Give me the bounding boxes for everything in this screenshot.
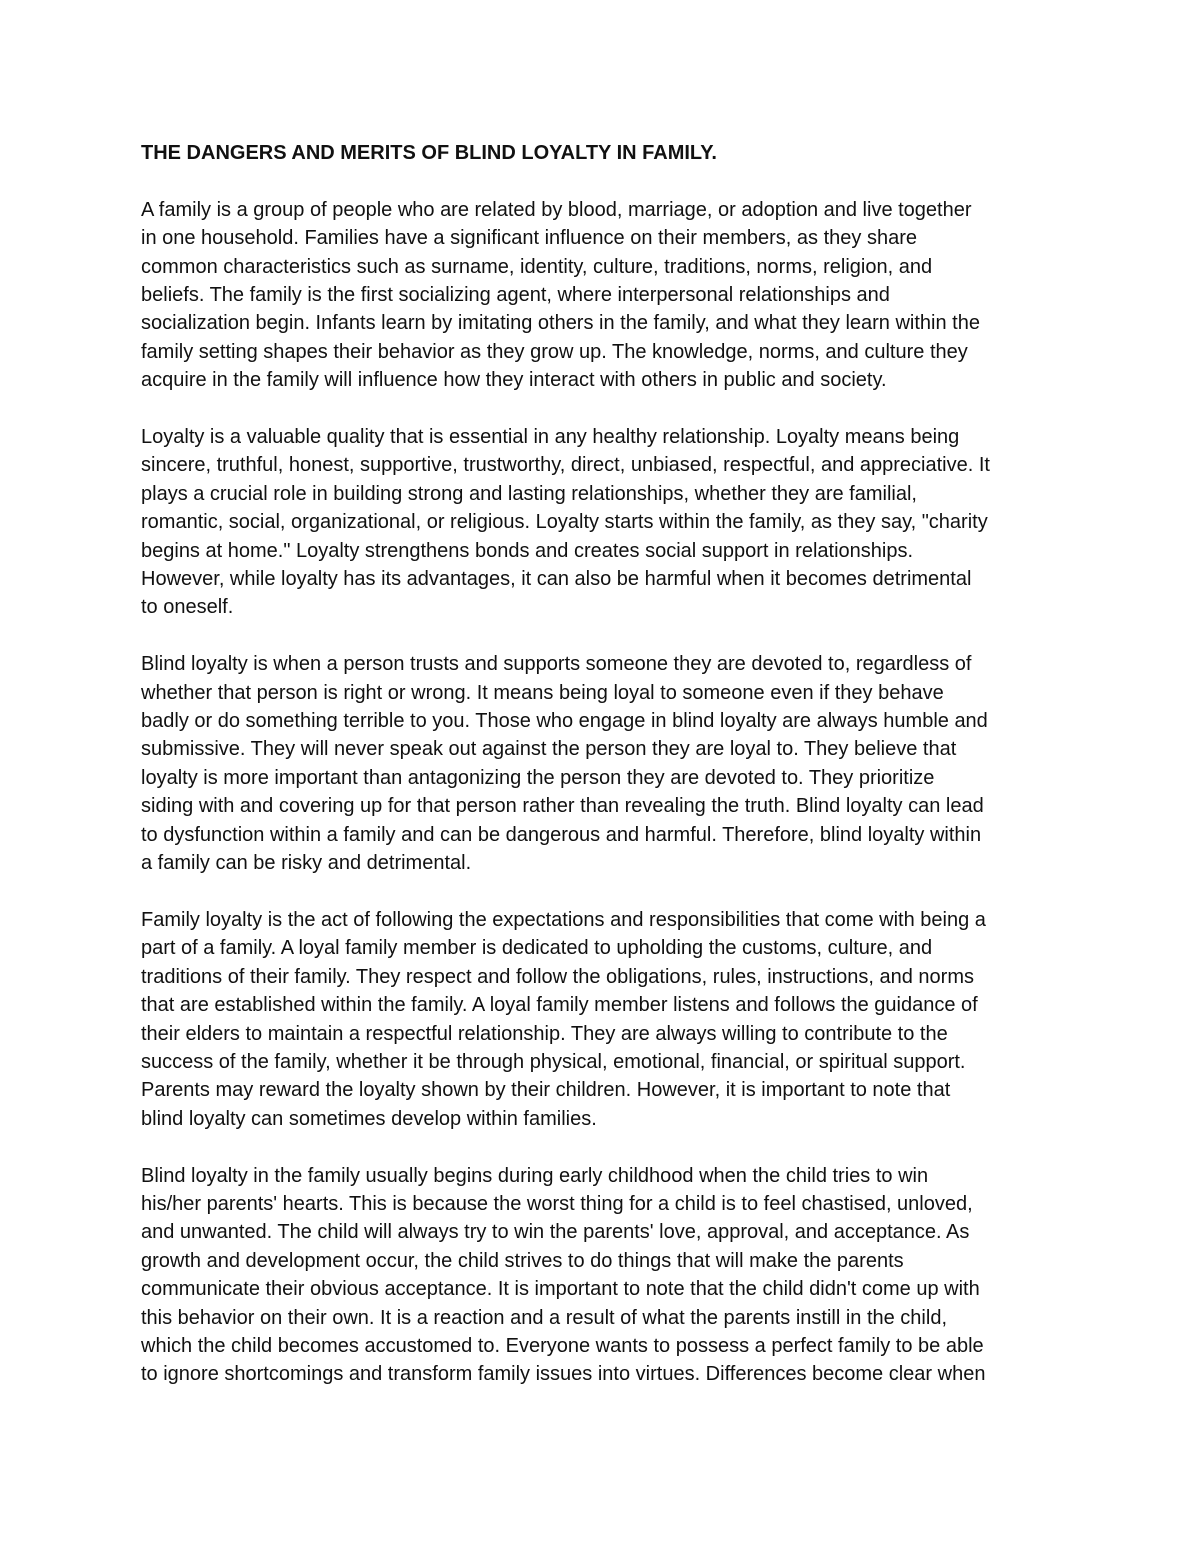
text-line: blind loyalty can sometimes develop within families. — [141, 1107, 597, 1130]
document-body — [141, 139, 1071, 1417]
text-line: Parents may reward the loyalty shown by their children. However, it is important to note that — [141, 1079, 951, 1102]
text-line: sincere, truthful, honest, supportive, trustworthy, direct, unbiased, respectful, and appreciative. It — [141, 454, 990, 477]
text-line: in one household. Families have a significant influence on their members, as they share — [141, 227, 917, 250]
text-line: growth and development occur, the child strives to do things that will make the parents — [141, 1249, 904, 1272]
text-line: communicate their obvious acceptance. It is important to note that the child didn't come up with — [141, 1278, 980, 1301]
text-line: acquire in the family will influence how they interact with others in public and society. — [141, 369, 887, 392]
text-line: submissive. They will never speak out against the person they are loyal to. They believe that — [141, 738, 957, 761]
text-line: family setting shapes their behavior as they grow up. The knowledge, norms, and culture they — [141, 340, 968, 363]
text-line: A family is a group of people who are related by blood, marriage, or adoption and live together — [141, 198, 972, 221]
text-line: their elders to maintain a respectful relationship. They are always willing to contribute to the — [141, 1022, 948, 1045]
text-line: success of the family, whether it be through physical, emotional, financial, or spiritual support. — [141, 1050, 966, 1073]
text-line: plays a crucial role in building strong and lasting relationships, whether they are familial, — [141, 482, 917, 505]
paragraph — [141, 196, 1071, 395]
text-line: traditions of their family. They respect and follow the obligations, rules, instructions, and norms — [141, 965, 974, 988]
paragraph — [141, 423, 1071, 622]
document-title: THE DANGERS AND MERITS OF BLIND LOYALTY IN FAMILY. — [141, 142, 717, 164]
paragraph — [141, 1162, 1071, 1389]
text-line: and unwanted. The child will always try to win the parents' love, approval, and acceptance. As — [141, 1221, 970, 1244]
text-line: badly or do something terrible to you. Those who engage in blind loyalty are always humble and — [141, 710, 988, 733]
text-line: whether that person is right or wrong. It means being loyal to someone even if they behave — [141, 681, 944, 704]
text-line: this behavior on their own. It is a reaction and a result of what the parents instill in the child, — [141, 1306, 947, 1329]
text-line: that are established within the family. A loyal family member listens and follows the guidance of — [141, 994, 978, 1017]
text-line: Blind loyalty in the family usually begins during early childhood when the child tries to win — [141, 1164, 929, 1187]
text-line: a family can be risky and detrimental. — [141, 852, 472, 875]
text-line: siding with and covering up for that person rather than revealing the truth. Blind loyalty can lead — [141, 795, 984, 818]
text-line: to dysfunction within a family and can be dangerous and harmful. Therefore, blind loyalty within — [141, 823, 982, 846]
paragraph — [141, 650, 1071, 877]
text-line: beliefs. The family is the first socializing agent, where interpersonal relationships and — [141, 284, 890, 307]
text-line: begins at home." Loyalty strengthens bonds and creates social support in relationships. — [141, 539, 914, 562]
text-line: Loyalty is a valuable quality that is essential in any healthy relationship. Loyalty means being — [141, 426, 960, 449]
text-line: which the child becomes accustomed to. Everyone wants to possess a perfect family to be able — [141, 1334, 984, 1357]
text-line: his/her parents' hearts. This is because the worst thing for a child is to feel chastised, unloved, — [141, 1192, 973, 1215]
text-line: to oneself. — [141, 596, 234, 619]
text-line: socialization begin. Infants learn by imitating others in the family, and what they learn within the — [141, 312, 980, 335]
text-line: However, while loyalty has its advantages, it can also be harmful when it becomes detrimental — [141, 568, 972, 591]
text-line: common characteristics such as surname, identity, culture, traditions, norms, religion, and — [141, 255, 933, 278]
text-line: Family loyalty is the act of following the expectations and responsibilities that come with being a — [141, 908, 986, 931]
text-line: romantic, social, organizational, or religious. Loyalty starts within the family, as they say, "charity — [141, 511, 988, 534]
paragraph — [141, 906, 1071, 1133]
text-line: part of a family. A loyal family member is dedicated to upholding the customs, culture, and — [141, 937, 933, 960]
text-line: loyalty is more important than antagonizing the person they are devoted to. They prioritize — [141, 766, 935, 789]
text-line: to ignore shortcomings and transform family issues into virtues. Differences become clear when — [141, 1363, 986, 1386]
text-line: Blind loyalty is when a person trusts and supports someone they are devoted to, regardless of — [141, 653, 972, 676]
